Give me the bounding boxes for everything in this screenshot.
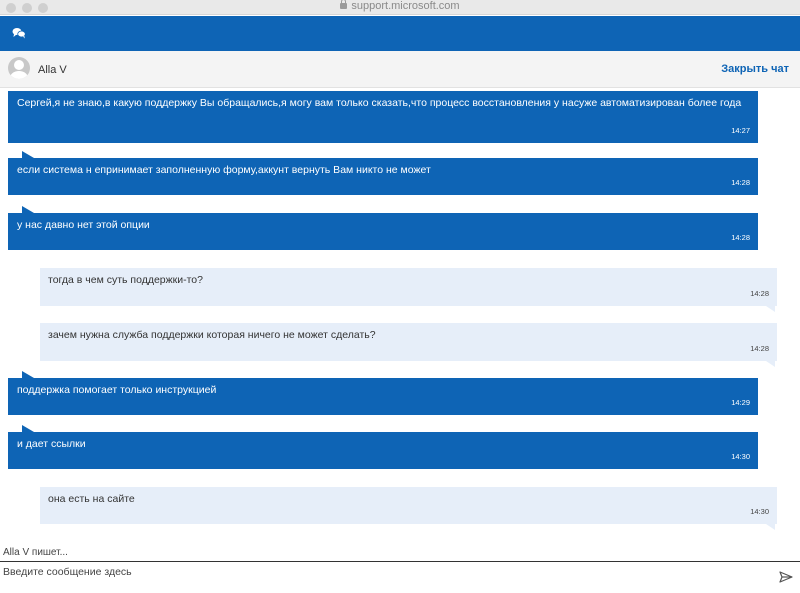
message-time: 14:30 (731, 452, 750, 461)
send-icon[interactable] (779, 571, 793, 583)
composer (0, 561, 800, 593)
message-user (40, 323, 777, 361)
address-bar[interactable] (0, 0, 800, 15)
browser-titlebar (0, 0, 800, 15)
message-time: 14:27 (731, 126, 750, 135)
message-text: у нас давно нет этой опции (17, 219, 150, 231)
message-agent (8, 432, 758, 469)
message-user (40, 487, 777, 524)
close-chat-button[interactable]: Закрыть чат (721, 63, 789, 75)
message-time: 14:28 (731, 178, 750, 187)
message-text: она есть на сайте (48, 493, 135, 505)
message-input[interactable] (3, 564, 763, 580)
message-text: тогда в чем суть поддержки-то? (48, 274, 203, 286)
lock-icon (340, 3, 347, 9)
message-text: зачем нужна служба поддержки которая ничего не может сделать? (48, 329, 376, 341)
message-time: 14:30 (750, 507, 769, 516)
message-text: если система н епринимает заполненную форму,аккунт вернуть Вам никто не может (17, 164, 431, 176)
message-text: Сергей,я не знаю,в какую поддержку Вы обращались,я могу вам только сказать,что процесс восстановления у насуже автоматизирован более года (17, 97, 742, 109)
message-time: 14:28 (731, 233, 750, 242)
chat-header (0, 16, 800, 51)
message-time: 14:29 (731, 398, 750, 407)
message-time: 14:28 (750, 344, 769, 353)
message-agent (8, 91, 758, 143)
message-agent (8, 158, 758, 195)
message-text: и дает ссылки (17, 438, 86, 450)
typing-indicator: Alla V пишет... (3, 547, 68, 558)
message-time: 14:28 (750, 289, 769, 298)
url-text: support.microsoft.com (351, 0, 460, 12)
avatar (8, 57, 30, 79)
message-agent (8, 378, 758, 415)
message-user (40, 268, 777, 306)
chat-bubbles-icon (12, 27, 26, 39)
message-agent (8, 213, 758, 250)
message-text: поддержка помогает только инструкцией (17, 384, 217, 396)
agent-bar (0, 51, 800, 88)
agent-name: Alla V (38, 64, 67, 76)
